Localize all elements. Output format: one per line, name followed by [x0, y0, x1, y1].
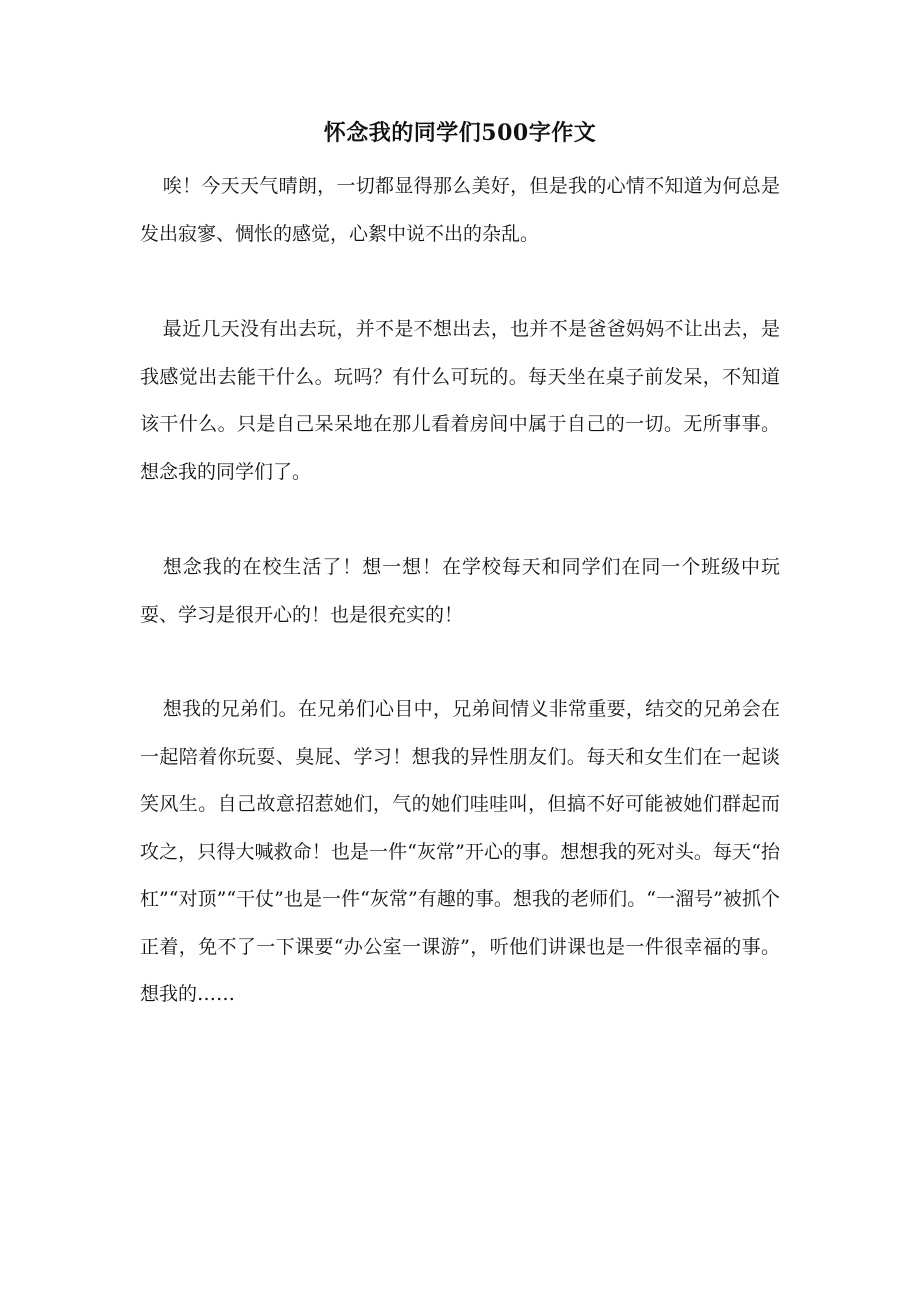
- paragraph-3: 想念我的在校生活了！想一想！在学校每天和同学们在同一个班级中玩耍、学习是很开心的！也是很充实的！: [140, 556, 780, 626]
- document-title: 怀念我的同学们500字作文: [323, 120, 597, 146]
- paragraph-4: 想我的兄弟们。在兄弟们心目中，兄弟间情义非常重要，结交的兄弟会在一起陪着你玩耍、臭屁、学习！想我的异性朋友们。每天和女生们在一起谈笑风生。自己故意招惹她们，气的她们哇哇叫，但搞不好可能被她们群起而攻之，只得大喊救命！也是一件“灰常”开心的事。想想我的死对头。每天“抬杠”“对顶”“干仗”也是一件“灰常”有趣的事。想我的老师们。“一溜号”被抓个正着，免不了一下课要“办公室一课游”，听他们讲课也是一件很幸福的事。想我的……: [140, 698, 780, 1005]
- paragraph-2: 最近几天没有出去玩，并不是不想出去，也并不是爸爸妈妈不让出去，是我感觉出去能干什么。玩吗？有什么可玩的。每天坐在桌子前发呆，不知道该干什么。只是自己呆呆地在那儿看着房间中属于自己的一切。无所事事。想念我的同学们了。: [140, 318, 780, 483]
- paragraph-1: 唉！今天天气晴朗，一切都显得那么美好，但是我的心情不知道为何总是发出寂寥、惆怅的感觉，心絮中说不出的杂乱。: [140, 175, 780, 245]
